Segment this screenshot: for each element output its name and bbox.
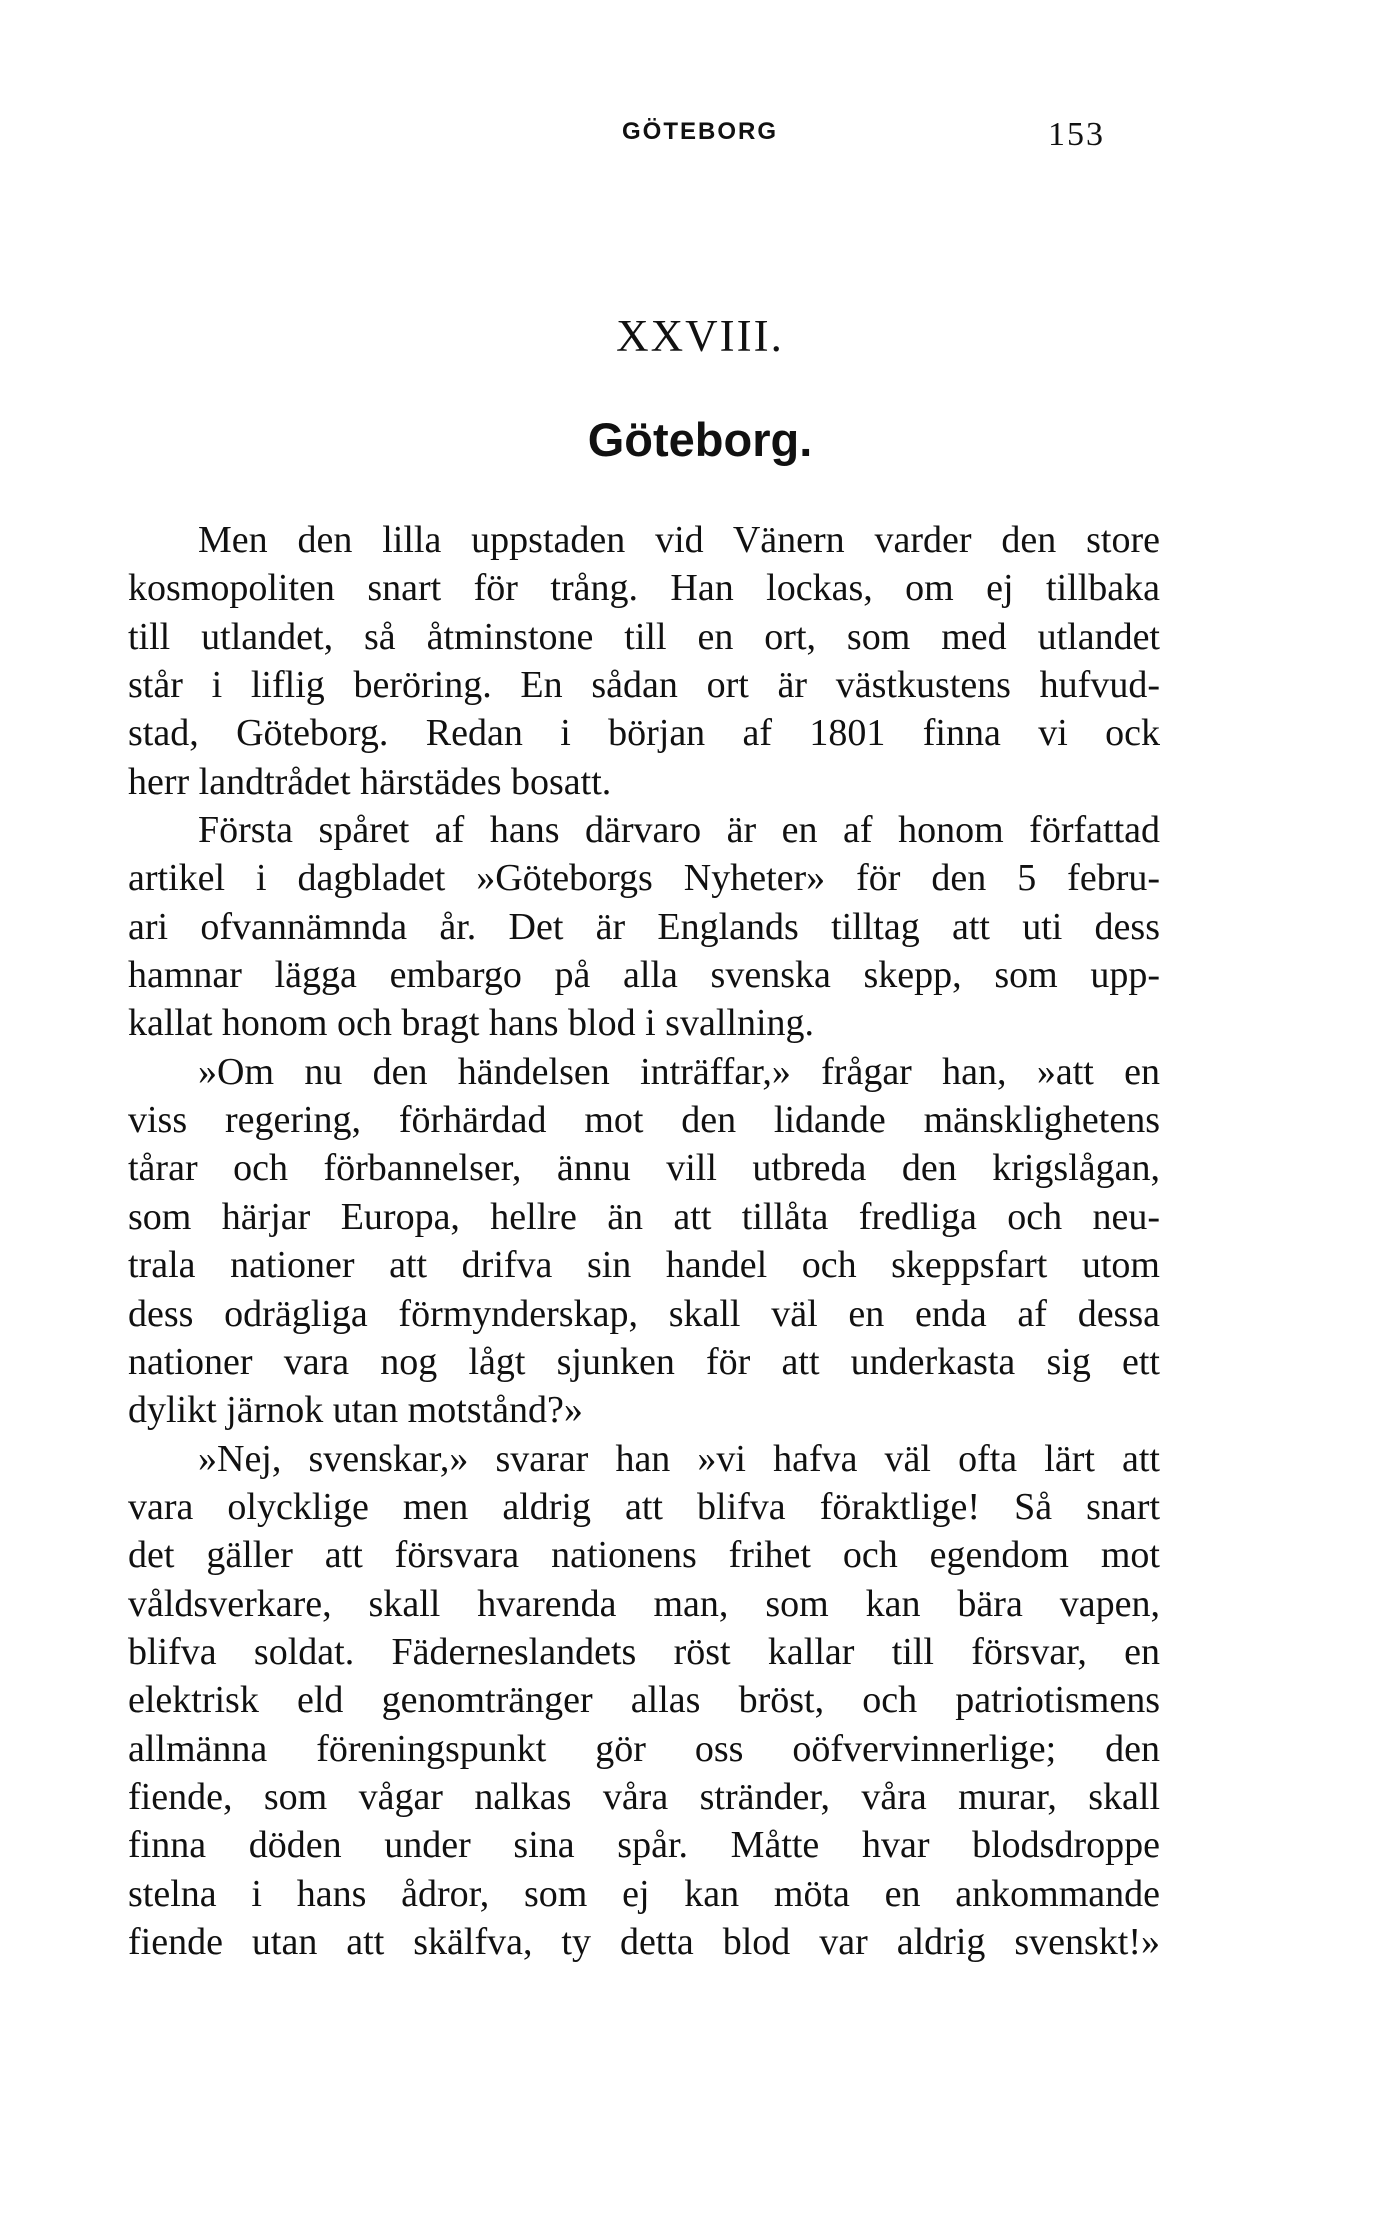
- text-line: hamnar lägga embargo på alla svenska skepp, som upp-: [128, 954, 1160, 997]
- text-line: stelna i hans ådror, som ej kan möta en ankommande: [128, 1872, 1160, 1915]
- text-line: viss regering, förhärdad mot den lidande mänsklighetens: [128, 1099, 1160, 1142]
- chapter-number: XXVIII.: [616, 311, 784, 361]
- paragraph-3: [128, 1048, 1160, 1435]
- text-line: kallat honom och bragt hans blod i svallning.: [128, 1002, 815, 1045]
- text-line: elektrisk eld genomtränger allas bröst, och patriotismens: [128, 1679, 1160, 1722]
- text-line: dylikt järnok utan motstånd?»: [128, 1389, 583, 1432]
- text-line: trala nationer att drifva sin handel och skeppsfart utom: [128, 1244, 1160, 1287]
- text-line: blifva soldat. Fäderneslandets röst kallar till försvar, en: [128, 1630, 1160, 1673]
- paragraph-1: [128, 516, 1160, 806]
- text-line: står i liflig beröring. En sådan ort är västkustens hufvud-: [128, 664, 1160, 707]
- text-line: dess odrägliga förmynderskap, skall väl en enda af dessa: [128, 1292, 1160, 1335]
- running-head: [0, 118, 1400, 158]
- chapter-title: Göteborg.: [587, 413, 813, 466]
- text-line: som härjar Europa, hellre än att tillåta fredliga och neu-: [128, 1195, 1160, 1238]
- running-title: GÖTEBORG: [621, 118, 778, 145]
- text-line: Första spåret af hans därvaro är en af honom författad: [198, 809, 1160, 852]
- paragraph-2: [128, 806, 1160, 1048]
- text-line: fiende, som vågar nalkas våra stränder, våra murar, skall: [128, 1775, 1160, 1818]
- body-text: [128, 516, 1160, 1966]
- text-line: fiende utan att skälfva, ty detta blod var aldrig svenskt!»: [128, 1920, 1160, 1963]
- text-line: våldsverkare, skall hvarenda man, som kan bära vapen,: [128, 1582, 1160, 1625]
- text-line: herr landtrådet härstädes bosatt.: [128, 760, 612, 803]
- text-line: det gäller att försvara nationens frihet och egendom mot: [128, 1534, 1160, 1577]
- text-line: till utlandet, så åtminstone till en ort, som med utlandet: [128, 615, 1160, 658]
- text-line: ari ofvannämnda år. Det är Englands tilltag att uti dess: [128, 905, 1160, 948]
- text-line: »Om nu den händelsen inträffar,» frågar han, »att en: [198, 1050, 1160, 1093]
- text-line: »Nej, svenskar,» svarar han »vi hafva väl ofta lärt att: [198, 1437, 1160, 1480]
- text-line: finna döden under sina spår. Måtte hvar blodsdroppe: [128, 1824, 1160, 1867]
- text-line: kosmopoliten snart för trång. Han lockas, om ej tillbaka: [128, 567, 1160, 610]
- text-line: nationer vara nog lågt sjunken för att underkasta sig ett: [128, 1340, 1160, 1383]
- paragraph-4: [128, 1435, 1160, 1967]
- text-line: allmänna föreningspunkt gör oss oöfvervinnerlige; den: [128, 1727, 1160, 1770]
- text-line: artikel i dagbladet »Göteborgs Nyheter» för den 5 febru-: [128, 857, 1160, 900]
- text-line: stad, Göteborg. Redan i början af 1801 finna vi ock: [128, 712, 1160, 755]
- page-number: 153: [1048, 116, 1105, 153]
- text-line: vara olycklige men aldrig att blifva föraktlige! Så snart: [128, 1485, 1160, 1528]
- text-line: Men den lilla uppstaden vid Vänern varder den store: [198, 519, 1160, 561]
- text-line: tårar och förbannelser, ännu vill utbreda den krigslågan,: [128, 1147, 1160, 1190]
